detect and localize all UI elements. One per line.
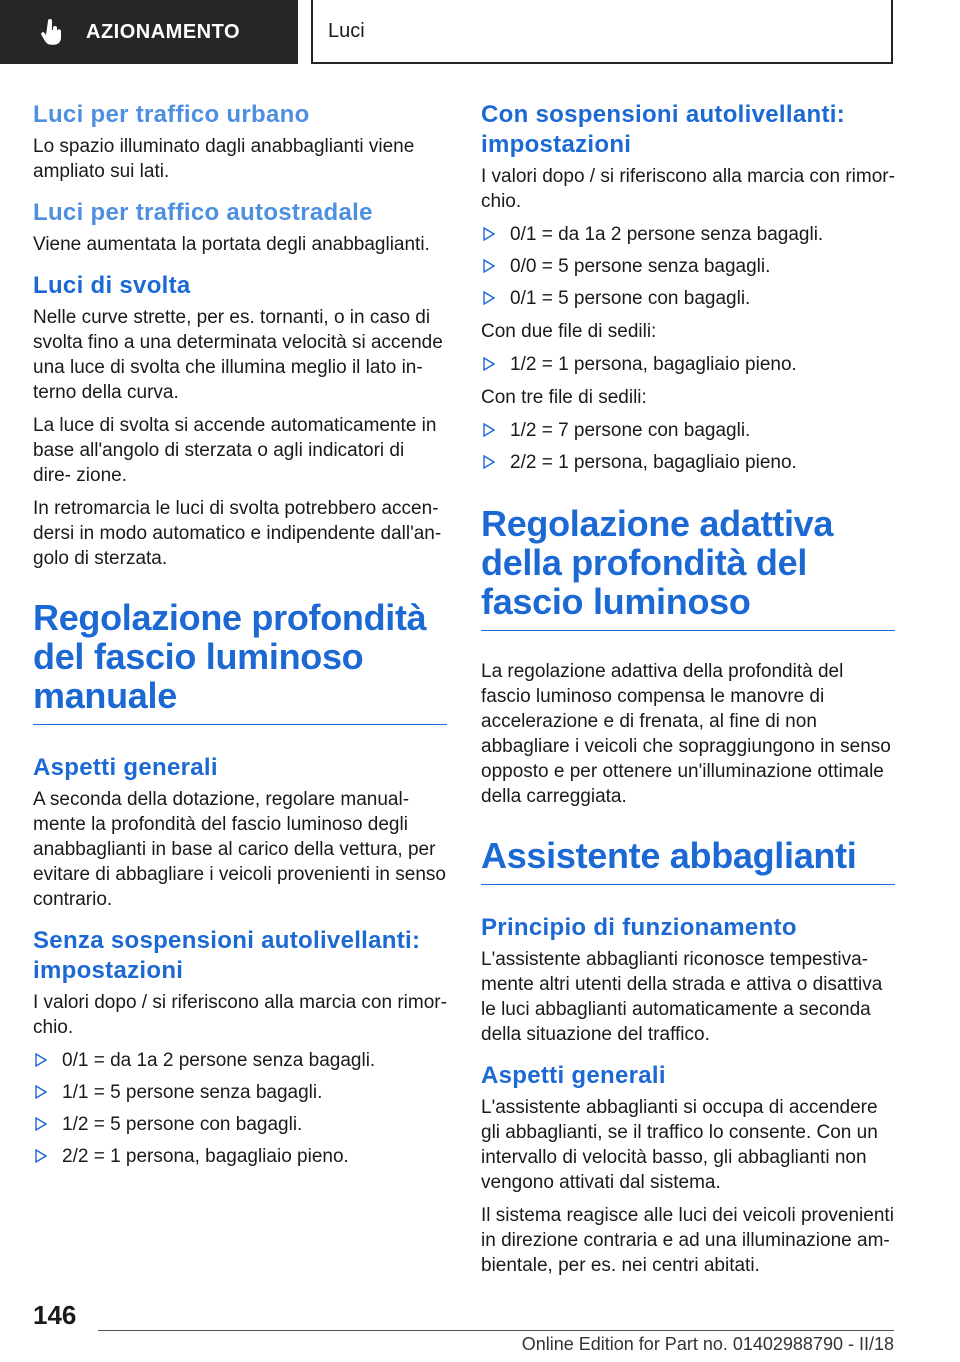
general-assistant-p1: L'assistente abbaglianti si occupa di accendere gli abbaglianti, se il traffico lo consente. Con un intervallo di velocità basso, gli abbaglianti non vengono attivati dal sistema. xyxy=(481,1096,878,1193)
triangle-bullet-icon xyxy=(35,1085,47,1099)
list-item: 0/1 = 5 persone con bagagli. xyxy=(481,286,895,311)
triangle-bullet-icon xyxy=(483,423,495,437)
hand-pointer-icon xyxy=(40,19,64,45)
highway-lights-heading: Luci per traffico autostradale xyxy=(33,199,373,226)
section-label: Luci xyxy=(328,19,365,42)
list-item: 1/1 = 5 persone senza bagagli. xyxy=(33,1080,447,1105)
triangle-bullet-icon xyxy=(35,1149,47,1163)
section-with-suspension xyxy=(481,100,895,475)
section-general xyxy=(33,753,447,912)
list-item: 2/2 = 1 persona, bagagliaio pieno. xyxy=(481,450,895,475)
section-adaptive xyxy=(481,659,895,809)
triangle-bullet-icon xyxy=(483,227,495,241)
three-rows-list xyxy=(481,418,895,475)
manual-adjust-heading: Regolazione profondità del fascio luminoso manuale xyxy=(33,597,427,716)
section-principle xyxy=(481,913,895,1047)
list-item: 0/1 = da 1a 2 persone senza bagagli. xyxy=(481,222,895,247)
section-header xyxy=(311,0,893,64)
triangle-bullet-icon xyxy=(483,259,495,273)
triangle-bullet-icon xyxy=(483,455,495,469)
list-item: 1/2 = 1 persona, bagagliaio pieno. xyxy=(481,352,895,377)
general-heading: Aspetti generali xyxy=(33,753,218,781)
triangle-bullet-icon xyxy=(35,1053,47,1067)
list-item: 1/2 = 5 persone con bagagli. xyxy=(33,1112,447,1137)
section-without-suspension xyxy=(33,926,447,1169)
section-general-assistant xyxy=(481,1061,895,1278)
two-rows-label: Con due file di sedili: xyxy=(481,321,657,342)
general-assistant-heading: Aspetti generali xyxy=(481,1061,666,1089)
highway-lights-text: Viene aumentata la portata degli anabbaglianti. xyxy=(33,234,430,255)
triangle-bullet-icon xyxy=(483,357,495,371)
section-cornering-lights xyxy=(33,271,447,571)
general-assistant-p2: Il sistema reagisce alle luci dei veicoli provenienti in direzione contraria e ad una illuminazione am‐ bientale, per es. nei centri abitati. xyxy=(481,1204,894,1276)
triangle-bullet-icon xyxy=(483,291,495,305)
left-column xyxy=(33,100,447,1183)
without-suspension-text: I valori dopo / si riferiscono alla marcia con rimor‐ chio. xyxy=(33,991,447,1038)
chapter-label: AZIONAMENTO xyxy=(86,20,241,43)
with-suspension-text: I valori dopo / si riferiscono alla marcia con rimor‐ chio. xyxy=(481,166,895,212)
cornering-lights-p1: Nelle curve strette, per es. tornanti, o in caso di svolta fino a una determinata velocità si accende una luce di svolta che illumina meglio il lato in‐ terno della curva. xyxy=(33,307,443,403)
footer-edition: Online Edition for Part no. 01402988790 - II/18 xyxy=(521,1334,894,1354)
adaptive-text: La regolazione adattiva della profondità del fascio luminoso compensa le manovre di accelerazione e di frenata, al fine di non abbagliare i veicoli che sopraggiungono in senso opposto e per ottenere un'illuminazione ottimale della carreggiata. xyxy=(481,660,891,807)
cornering-lights-heading: Luci di svolta xyxy=(33,272,191,299)
list-item: 2/2 = 1 persona, bagagliaio pieno. xyxy=(33,1144,447,1169)
high-beam-assistant-rule xyxy=(481,884,895,885)
list-item: 0/0 = 5 persone senza bagagli. xyxy=(481,254,895,279)
list-item: 0/1 = da 1a 2 persone senza bagagli. xyxy=(33,1048,447,1073)
urban-lights-text: Lo spazio illuminato dagli anabbaglianti viene ampliato sui lati. xyxy=(33,136,415,182)
page-number: 146 xyxy=(33,1300,77,1330)
general-text: A seconda della dotazione, regolare manual‐ mente la profondità del fascio luminoso degli anabbaglianti in base al carico della vettura, per evitare di abbagliare i veicoli provenienti in senso contrario. xyxy=(33,788,446,910)
manual-adjust-rule xyxy=(33,724,447,725)
with-suspension-list xyxy=(481,222,895,311)
adaptive-adjust-heading: Regolazione adattiva della profondità del fascio luminoso xyxy=(481,503,834,622)
right-column xyxy=(481,100,895,1292)
with-suspension-heading: Con sospensioni autolivellanti: impostazioni xyxy=(481,101,846,158)
cornering-lights-p2: La luce di svolta si accende automaticamente in base all'angolo di sterzata o agli indicatori di dire‐ zione. xyxy=(33,415,437,486)
section-urban-lights xyxy=(33,100,447,184)
urban-lights-heading: Luci per traffico urbano xyxy=(33,101,310,128)
three-rows-label: Con tre file di sedili: xyxy=(481,387,647,408)
two-rows-list xyxy=(481,352,895,377)
without-suspension-heading: Senza sospensioni autolivellanti: impostazioni xyxy=(33,926,421,984)
principle-text: L'assistente abbaglianti riconosce tempestiva‐ mente altri utenti della strada e attiva o disattiva le luci abbaglianti automaticamente a seconda della situazione del traffico. xyxy=(481,948,883,1045)
section-highway-lights xyxy=(33,198,447,257)
high-beam-assistant-heading: Assistente abbaglianti xyxy=(481,834,857,876)
chapter-tab[interactable] xyxy=(0,0,298,64)
adaptive-adjust-rule xyxy=(481,630,895,631)
without-suspension-list xyxy=(33,1048,447,1169)
triangle-bullet-icon xyxy=(35,1117,47,1131)
footer-rule xyxy=(98,1330,894,1331)
list-item: 1/2 = 7 persone con bagagli. xyxy=(481,418,895,443)
principle-heading: Principio di funzionamento xyxy=(481,913,797,941)
cornering-lights-p3: In retromarcia le luci di svolta potrebbero accen‐ dersi in modo automatico e indipendente dall'an‐ golo di sterzata. xyxy=(33,498,442,569)
